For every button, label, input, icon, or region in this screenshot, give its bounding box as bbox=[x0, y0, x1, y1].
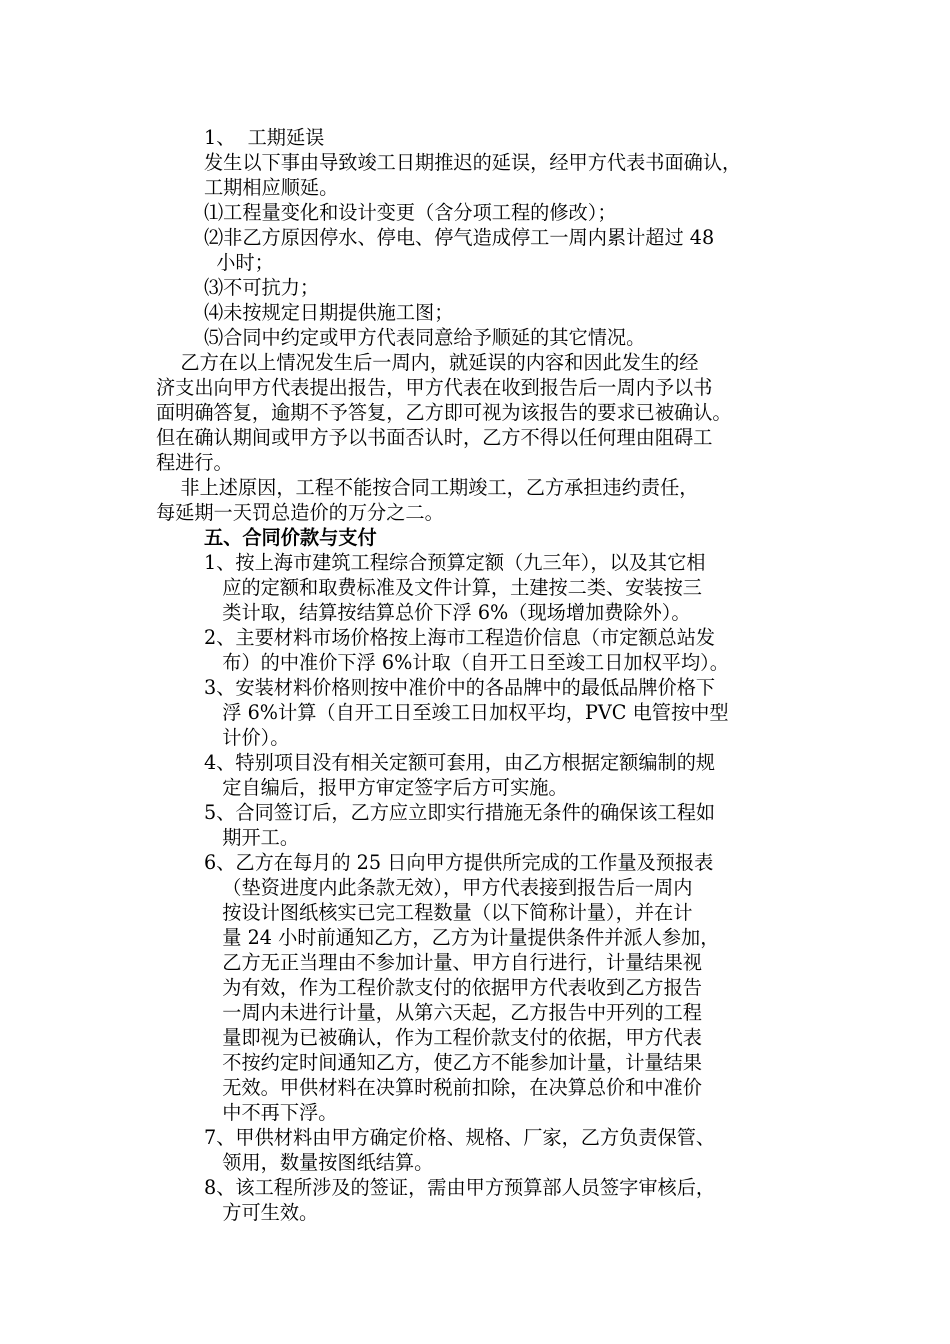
list-item: 7、甲供材料由甲方确定价格、规格、厂家，乙方负责保管、 bbox=[204, 1126, 716, 1149]
list-item-continuation: 定自编后，报甲方审定签字后方可实施。 bbox=[204, 776, 568, 799]
paragraph-line: 面明确答复，逾期不予答复，乙方即可视为该报告的要求已被确认。 bbox=[156, 401, 732, 424]
list-item-continuation: 期开工。 bbox=[204, 826, 300, 849]
list-item-continuation: 计价）。 bbox=[204, 726, 290, 749]
section-heading: 五、合同价款与支付 bbox=[204, 526, 377, 549]
paragraph-line: 非上述原因，工程不能按合同工期竣工，乙方承担违约责任， bbox=[156, 476, 699, 499]
subheading-delay: 1、 工期延误 bbox=[204, 126, 325, 149]
list-item-continuation: 无效。甲供材料在决算时税前扣除，在决算总价和中准价 bbox=[204, 1076, 702, 1099]
list-item: ⑸合同中约定或甲方代表同意给予顺延的其它情况。 bbox=[204, 326, 646, 349]
list-item-continuation: 布）的中准价下浮 6%计取（自开工日至竣工日加权平均）。 bbox=[204, 651, 729, 674]
text-line: 发生以下事由导致竣工日期推迟的延误，经甲方代表书面确认， bbox=[204, 151, 742, 174]
list-item-continuation: 一周内未进行计量，从第六天起，乙方报告中开列的工程 bbox=[204, 1001, 702, 1024]
list-item-continuation: 按设计图纸核实已完工程数量（以下简称计量），并在计 bbox=[204, 901, 693, 924]
list-item-continuation: 应的定额和取费标准及文件计算，土建按二类、安装按三 bbox=[204, 576, 702, 599]
list-item-continuation: 为有效，作为工程价款支付的依据甲方代表收到乙方报告 bbox=[204, 976, 702, 999]
list-item: 8、该工程所涉及的签证，需由甲方预算部人员签字审核后， bbox=[204, 1176, 716, 1199]
list-item-continuation: 量即视为已被确认，作为工程价款支付的依据，甲方代表 bbox=[204, 1026, 702, 1049]
list-item-continuation: 浮 6%计算（自开工日至竣工日加权平均，PVC 电管按中型 bbox=[204, 701, 729, 724]
list-item: ⑴工程量变化和设计变更（含分项工程的修改）； bbox=[204, 201, 617, 224]
text-line: 工期相应顺延。 bbox=[204, 176, 339, 199]
list-item: ⑵非乙方原因停水、停电、停气造成停工一周内累计超过 48 bbox=[204, 226, 715, 249]
list-item-continuation: （垫资进度内此条款无效），甲方代表接到报告后一周内 bbox=[204, 876, 693, 899]
list-item-continuation: 类计取，结算按结算总价下浮 6%（现场增加费除外）。 bbox=[204, 601, 691, 624]
list-item: 4、特别项目没有相关定额可套用，由乙方根据定额编制的规 bbox=[204, 751, 716, 774]
list-item: 3、安装材料价格则按中准价中的各品牌中的最低品牌价格下 bbox=[204, 676, 716, 699]
paragraph-line: 每延期一天罚总造价的万分之二。 bbox=[156, 501, 444, 524]
list-item: ⑷未按规定日期提供施工图； bbox=[204, 301, 454, 324]
list-item-continuation: 小时； bbox=[204, 251, 274, 274]
list-item-continuation: 不按约定时间通知乙方，使乙方不能参加计量，计量结果 bbox=[204, 1051, 702, 1074]
list-item: 2、主要材料市场价格按上海市工程造价信息（市定额总站发 bbox=[204, 626, 716, 649]
list-item-continuation: 方可生效。 bbox=[204, 1201, 319, 1224]
paragraph-line: 但在确认期间或甲方予以书面否认时，乙方不得以任何理由阻碍工 bbox=[156, 426, 713, 449]
list-item: 1、按上海市建筑工程综合预算定额（九三年），以及其它相 bbox=[204, 551, 706, 574]
list-item: 5、合同签订后，乙方应立即实行措施无条件的确保该工程如 bbox=[204, 801, 716, 824]
list-item-continuation: 中不再下浮。 bbox=[204, 1101, 338, 1124]
paragraph-line: 乙方在以上情况发生后一周内，就延误的内容和因此发生的经 bbox=[156, 351, 699, 374]
list-item: 6、乙方在每月的 25 日向甲方提供所完成的工作量及预报表 bbox=[204, 851, 714, 874]
paragraph-line: 济支出向甲方代表提出报告，甲方代表在收到报告后一周内予以书 bbox=[156, 376, 713, 399]
list-item: ⑶不可抗力； bbox=[204, 276, 320, 299]
paragraph-line: 程进行。 bbox=[156, 451, 233, 474]
list-item-continuation: 乙方无正当理由不参加计量、甲方自行进行，计量结果视 bbox=[204, 951, 702, 974]
list-item-continuation: 量 24 小时前通知乙方，乙方为计量提供条件并派人参加， bbox=[204, 926, 720, 949]
list-item-continuation: 领用，数量按图纸结算。 bbox=[204, 1151, 434, 1174]
